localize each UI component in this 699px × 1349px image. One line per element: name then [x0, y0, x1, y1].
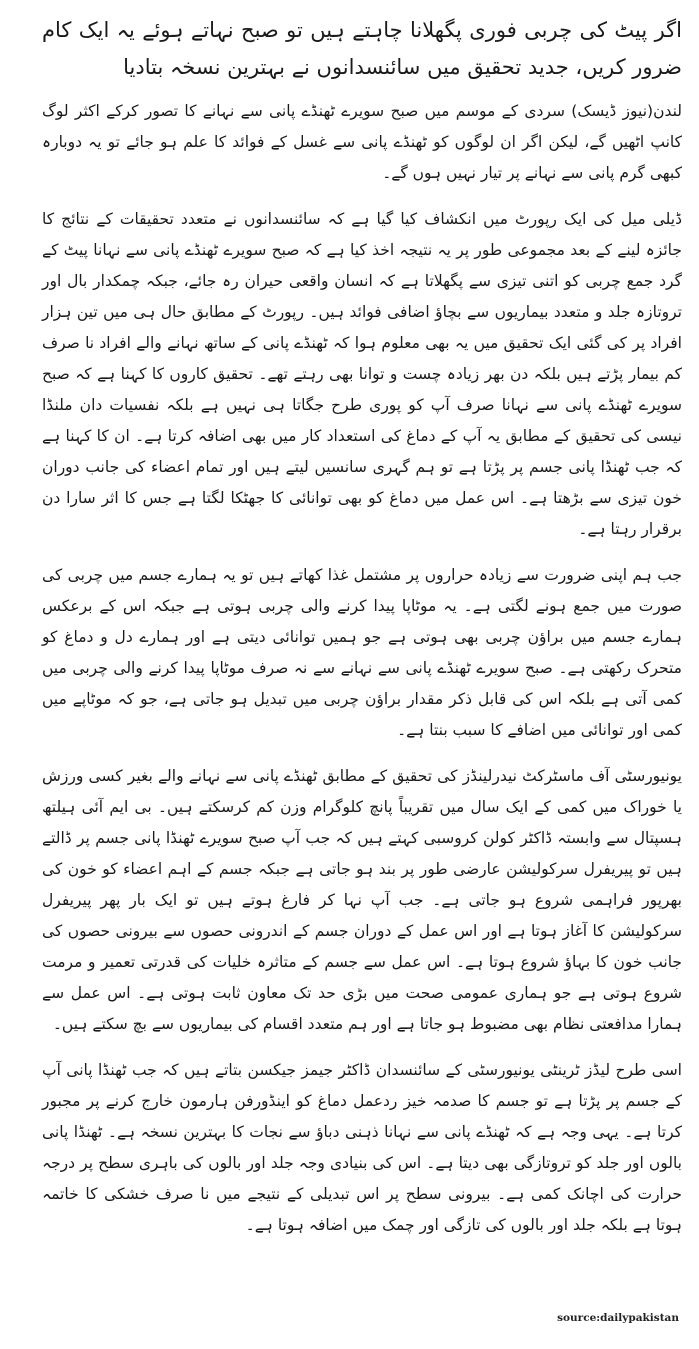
article-body — [42, 12, 682, 1256]
article-paragraph: لندن(نیوز ڈیسک) سردی کے موسم میں صبح سویرے ٹھنڈے پانی سے نہانے کا تصور کرکے اکثر لوگ کانپ اٹھیں گے، لیکن اگر ان لوگوں کو ٹھنڈے پانی سے غسل کے فوائد کا علم ہو جائے تو یہ دوبارہ کبھی گرم پانی سے نہانے پر تیار نہیں ہوں گے۔ — [42, 102, 682, 182]
article-paragraph: یونیورسٹی آف ماسٹرکٹ نیدرلینڈز کی تحقیق کے مطابق ٹھنڈے پانی سے نہانے والے بغیر کسی ورزش یا خوراک میں کمی کے ایک سال میں تقریباً پانچ کلوگرام وزن کم کرسکتے ہیں۔ بی ایم آئی ہیلتھ ہسپتال سے وابستہ ڈاکٹر کولن کروسبی کہتے ہیں کہ جب آپ صبح سویرے ٹھنڈا پانی جسم پر ڈالتے ہیں تو پیریفرل سرکولیشن عارضی طور پر بند ہو جاتی ہے جبکہ جسم کے اہم اعضاء کو خون کی بھرپور فراہمی شروع ہو جاتی ہے۔ جب آپ نہا کر فارغ ہوتے ہیں تو ایک بار پھر پیریفرل سرکولیشن کا آغاز ہوتا ہے اور اس عمل کے دوران جسم کے اندرونی حصوں سے بیرونی حصوں کی جانب خون کا بہاؤ شروع ہوتا ہے۔ اس عمل سے جسم کے متاثرہ خلیات کی قدرتی تعمیر و مرمت شروع ہوتی ہے جو ہماری عمومی صحت میں بڑی حد تک معاون ثابت ہوتی ہے۔ اس عمل سے ہمارا مدافعتی نظام بھی مضبوط ہو جاتا ہے اور ہم متعدد اقسام کی بیماریوں سے بچ سکتے ہیں۔ — [42, 767, 682, 1033]
source-credit: source:dailypakistan — [557, 1312, 679, 1324]
article-paragraph: اسی طرح لیڈز ٹرینٹی یونیورسٹی کے سائنسدان ڈاکٹر جیمز جیکسن بتاتے ہیں کہ جب ٹھنڈا پانی آپ کے جسم پر پڑتا ہے تو جسم کا صدمہ خیز ردعمل دماغ کو اینڈورفن ہارمون خارج کرنے پر مجبور کرتا ہے۔ یہی وجہ ہے کہ ٹھنڈے پانی سے نہانا ذہنی دباؤ سے نجات کا بہترین نسخہ ہے۔ ٹھنڈا پانی بالوں اور جلد کو تروتازگی بھی دیتا ہے۔ اس کی بنیادی وجہ جلد اور بالوں کی باہری سطح پر درجہ حرارت کی اچانک کمی ہے۔ بیرونی سطح پر اس تبدیلی کے نتیجے میں نا صرف خشکی کا خاتمہ ہوتا ہے بلکہ جلد اور بالوں کی تازگی اور چمک میں اضافہ ہوتا ہے۔ — [42, 1061, 682, 1234]
article-headline: اگر پیٹ کی چربی فوری پگھلانا چاہتے ہیں تو صبح نہاتے ہوئے یہ ایک کام ضرور کریں، جدید تحقیق میں سائنسدانوں نے بہترین نسخہ بتادیا — [42, 18, 682, 79]
article-paragraph: جب ہم اپنی ضرورت سے زیادہ حراروں پر مشتمل غذا کھاتے ہیں تو یہ ہمارے جسم میں چربی کی صورت میں جمع ہونے لگتی ہے۔ یہ موٹاپا پیدا کرنے والی چربی ہوتی ہے جبکہ اس کے برعکس ہمارے جسم میں براؤن چربی بھی ہوتی ہے جو ہمیں توانائی دیتی ہے اور ہمارے دل و دماغ کو متحرک رکھتی ہے۔ صبح سویرے ٹھنڈے پانی سے نہانے سے نہ صرف موٹاپا پیدا کرنے والی چربی میں کمی آتی ہے بلکہ اس کی قابل ذکر مقدار براؤن چربی میں تبدیل ہو جاتی ہے، جو کہ موٹاپے میں کمی اور توانائی میں اضافے کا سبب بنتا ہے۔ — [42, 566, 682, 739]
article-paragraph: ڈیلی میل کی ایک رپورٹ میں انکشاف کیا گیا ہے کہ سائنسدانوں نے متعدد تحقیقات کے نتائج کا جائزہ لینے کے بعد مجموعی طور پر یہ نتیجہ اخذ کیا ہے کہ صبح سویرے ٹھنڈے پانی سے نہانا پیٹ کے گرد جمع چربی کو اتنی تیزی سے پگھلاتا ہے کہ انسان واقعی حیران رہ جائے، جبکہ چمکدار بال اور تروتازہ جلد و متعدد بیماریوں سے بچاؤ اضافی فوائد ہیں۔ رپورٹ کے مطابق حال ہی میں تین ہزار افراد پر کی گئی ایک تحقیق میں یہ بھی معلوم ہوا کہ ٹھنڈے پانی کے ساتھ نہانے والے افراد نا صرف کم بیمار پڑتے ہیں بلکہ دن بھر زیادہ چست و توانا بھی رہتے تھے۔ تحقیق کاروں کا کہنا ہے کہ صبح سویرے ٹھنڈے پانی سے نہانا صرف آپ کو پوری طرح جگاتا ہی نہیں ہے بلکہ نفسیات دان ملنڈا نیسی کی تحقیق کے مطابق یہ آپ کے دماغ کی استعداد کار میں بھی اضافہ کرتا ہے۔ ان کا کہنا ہے کہ جب ٹھنڈا پانی جسم پر پڑتا ہے تو ہم گہری سانسیں لیتے ہیں اور تمام اعضاء کی جانب دوران خون تیزی سے بڑھتا ہے۔ اس عمل میں دماغ کو بھی توانائی کا جھٹکا لگتا ہے جس کا اثر سارا دن برقرار رہتا ہے۔ — [42, 210, 682, 538]
